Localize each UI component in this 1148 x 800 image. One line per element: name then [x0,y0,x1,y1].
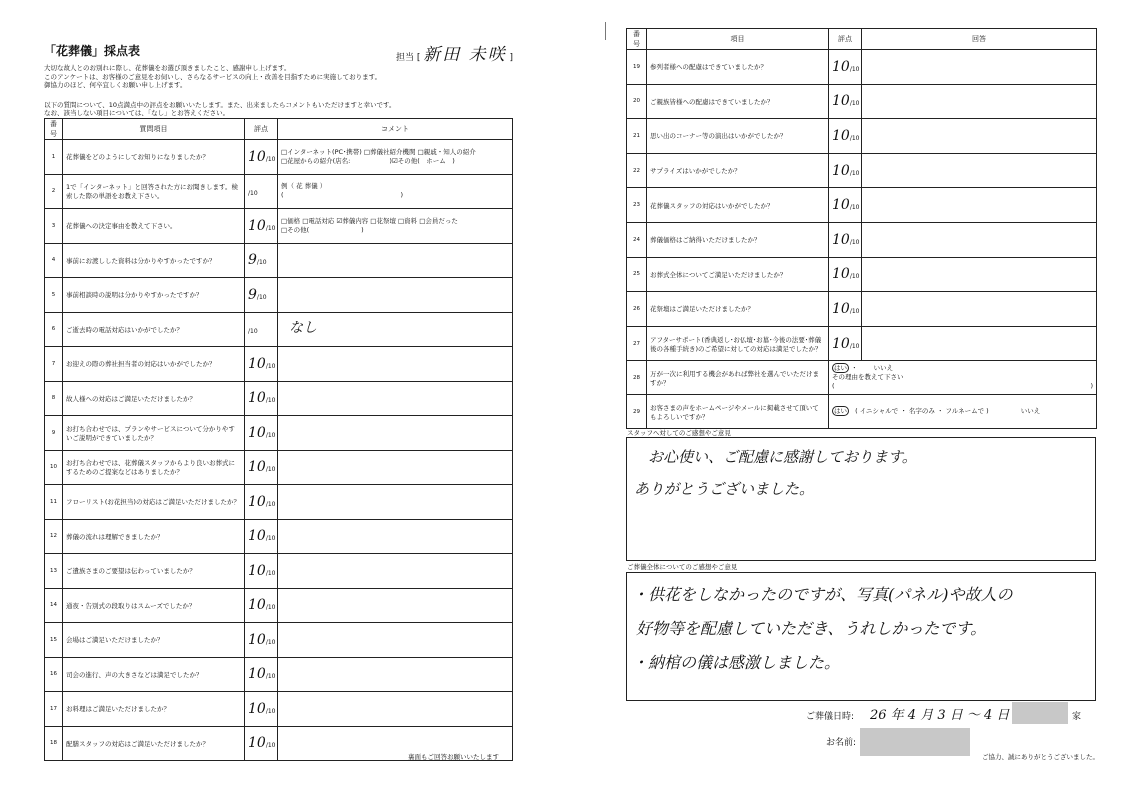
row-number: 9 [45,416,63,451]
score-denominator: /10 [849,169,860,177]
row-score-cell[interactable] [245,209,278,244]
row-score-cell[interactable] [829,292,862,327]
table-row [45,347,513,382]
staff-feedback-line: ありがとうございました。 [634,480,815,498]
comment-line: □花屋からの紹介(店名: )☑その他( ホーム ) [281,156,455,165]
intro-line: 御協力のほど、何卒宜しくお願い申し上げます。 [44,81,187,90]
comment-line: □価格 □電話対応 ☑葬儀内容 □花祭壇 □資料 □会員だった [281,216,458,225]
table-row [45,554,513,589]
row-comment[interactable] [278,278,513,313]
intro-line: このアンケートは、お客様のご意見をお伺いし、さらなるサービスの向上・改善を目指すために実施しております。 [44,72,382,81]
row-question: 会場はご満足いただけましたか？ [63,623,245,658]
row-answer[interactable] [862,50,1097,85]
staff-label: 担当 [ [396,53,421,63]
score-value: 10 [832,266,850,283]
row-comment[interactable] [278,243,513,278]
table-row [45,692,513,727]
score-value: 10 [248,493,266,510]
row-score-cell[interactable] [245,278,278,313]
comment-line: □その他( ) [281,225,364,234]
row-score-cell[interactable] [829,153,862,188]
instruction-line: なお、該当しない項目については、「なし」とお答えください。 [44,109,230,118]
thanks-text: ご協力、誠にありがとうございました。 [982,753,1099,761]
score-value: 10 [248,528,266,545]
row-answer[interactable] [862,292,1097,327]
table-row [627,361,1097,395]
row-comment[interactable] [278,519,513,554]
row-number: 18 [45,726,63,761]
score-denominator: /10 [265,742,276,750]
table-row [45,657,513,692]
score-value: 10 [832,58,850,75]
row-number: 6 [45,312,63,347]
row-comment[interactable] [278,416,513,451]
row-comment[interactable] [278,312,513,347]
table-row [45,588,513,623]
overall-feedback-label: ご葬儀全体についてのご感想やご意見 [627,563,738,571]
score-denominator: /10 [265,397,276,405]
header-comment: コメント [278,119,513,140]
row-number: 20 [627,84,647,119]
score-denominator: /10 [265,224,276,232]
score-denominator: /10 [265,466,276,474]
row-question: 葬儀価格はご納得いただけましたか？ [647,222,829,257]
score-denominator: /10 [849,238,860,246]
row-score-cell[interactable] [829,222,862,257]
row-comment[interactable] [278,657,513,692]
table-row [45,278,513,313]
header-question: 質問項目 [63,119,245,140]
score-value: 10 [832,335,850,352]
table-row [45,312,513,347]
row-number: 10 [45,450,63,485]
row-answer[interactable] [862,257,1097,292]
score-value: 10 [248,597,266,614]
option-no[interactable]: いいえ [1020,407,1041,416]
table-row [45,209,513,244]
staff-in-charge [396,40,513,65]
row-question: お料理はご満足いただけましたか？ [63,692,245,727]
row-number: 11 [45,485,63,520]
staff-name: 新田 未咲 [423,45,507,65]
form-title: 「花葬儀」採点表 [44,44,141,58]
row-comment[interactable] [278,554,513,589]
row-answer[interactable] [862,222,1097,257]
row-comment[interactable] [278,209,513,244]
option-separator: ・ [851,364,858,373]
row-question: お打ち合わせでは、プランやサービスについて分かりやすいご説明ができていましたか？ [63,416,245,451]
score-value: 10 [832,127,850,144]
row-question: アフターサポート(香典返し･お仏壇･お墓･今後の法要･葬儀後の各種手続き)のご希望に対しての対応は満足でしたか？ [647,326,829,361]
row-score-cell[interactable] [829,326,862,361]
scan-artifact [605,22,606,40]
row-comment[interactable] [278,692,513,727]
row-score-cell[interactable] [245,588,278,623]
row-score-cell[interactable] [829,119,862,154]
score-value: 10 [832,93,850,110]
row-answer[interactable] [862,84,1097,119]
row28-answer [829,361,1097,395]
redacted-name [860,728,970,756]
header-answer: 回答 [862,29,1097,50]
reason-label: その理由を教えて下さい [832,373,904,382]
option-detail: ( イニシャルで ・ 名字のみ ・ フルネームで ) [855,407,989,416]
header-num: 番号 [45,119,63,140]
score-value: 9 [248,286,257,303]
header-score: 評点 [829,29,862,50]
intro-text [44,64,514,90]
row-score-cell[interactable] [245,140,278,175]
row-score-cell[interactable] [829,188,862,223]
score-denominator: /10 [265,431,276,439]
row-number: 16 [45,657,63,692]
row-comment[interactable] [278,623,513,658]
score-value: 10 [248,666,266,683]
row-question: お迎えの際の葬社担当者の対応はいかがでしたか？ [63,347,245,382]
table-row [627,50,1097,85]
funeral-date-value: 26 年 4 月 3 日 ～ 4 日 [870,708,1010,723]
row-question: お客さまの声をホームページやメールに掲載させて頂いてもよろしいですか？ [647,395,829,429]
row-score-cell[interactable] [829,257,862,292]
score-value: 10 [832,162,850,179]
row-question: 花葬儀をどのようにしてお知りになりましたか？ [63,140,245,175]
row-comment[interactable] [278,381,513,416]
row-question: 思い出のコーナー等の演出はいかがでしたか？ [647,119,829,154]
family-suffix: 家 [1072,712,1082,722]
row-number: 29 [627,395,647,429]
row-number: 13 [45,554,63,589]
row-number: 15 [45,623,63,658]
score-value: 10 [832,300,850,317]
overall-feedback-line: ・納棺の儀は感激しました。 [632,653,841,672]
table-row [45,174,513,209]
row-question: フローリスト(お花担当)の対応はご満足いただけましたか？ [63,485,245,520]
table-row [627,222,1097,257]
row-number: 2 [45,174,63,209]
row-number: 5 [45,278,63,313]
table-row [627,153,1097,188]
table-row [627,326,1097,361]
score-value: 10 [248,562,266,579]
row-score-cell[interactable] [245,726,278,761]
score-value: 10 [248,424,266,441]
funeral-date-label: ご葬儀日時: [806,712,855,722]
table-row [627,292,1097,327]
row-comment[interactable] [278,174,513,209]
row-number: 26 [627,292,647,327]
row-number: 25 [627,257,647,292]
staff-bracket: ] [509,53,514,63]
table-row [45,450,513,485]
score-value: 9 [248,252,257,269]
table-row [45,519,513,554]
table-row [627,257,1097,292]
comment-line: 例（ 花 葬儀 ） [281,182,327,191]
row-question: 事前にお渡しした資料は分かりやすかったですか？ [63,243,245,278]
row-score-cell[interactable] [245,554,278,589]
score-value: 10 [248,148,266,165]
row-number: 22 [627,153,647,188]
row-number: 21 [627,119,647,154]
row-question: お打ち合わせでは、花葬儀スタッフからより良いお葬式にするためのご提案などはありましたか？ [63,450,245,485]
row-question: 参列者様への配慮はできていましたか？ [647,50,829,85]
row-number: 19 [627,50,647,85]
row-comment[interactable] [278,140,513,175]
score-denominator: /10 [265,362,276,370]
score-value: 10 [248,631,266,648]
row-question: ご逝去時の電話対応はいかがでしたか？ [63,312,245,347]
row-answer[interactable] [862,326,1097,361]
score-denominator: /10 [265,604,276,612]
row-number: 23 [627,188,647,223]
score-denominator: /10 [248,328,258,336]
score-denominator: /10 [265,638,276,646]
score-value: 10 [248,390,266,407]
score-denominator: /10 [248,190,258,198]
score-denominator: /10 [265,707,276,715]
table-row [627,119,1097,154]
comment-handwritten: なし [289,319,317,336]
row-comment[interactable] [278,588,513,623]
score-denominator: /10 [256,293,267,301]
row-score-cell[interactable] [829,50,862,85]
overall-feedback-line: 好物等を配慮していただき、うれしかったです。 [636,619,987,638]
row-score-cell[interactable] [245,450,278,485]
row-number: 12 [45,519,63,554]
row-score-cell[interactable] [245,692,278,727]
paren-open: ( [832,382,835,391]
redacted-family-name [1012,702,1068,724]
row-score-cell[interactable] [245,243,278,278]
row-score-cell[interactable] [245,485,278,520]
score-denominator: /10 [849,100,860,108]
comment-line: ( ) [281,191,404,200]
row-question: ご親族皆様への配慮はできていましたか？ [647,84,829,119]
row-answer[interactable] [862,188,1097,223]
table-row [45,416,513,451]
score-denominator: /10 [265,155,276,163]
row-question: 通夜・告別式の段取りはスムーズでしたか？ [63,588,245,623]
staff-feedback-label: スタッフへ対してのご感想やご意見 [627,429,731,437]
score-value: 10 [248,355,266,372]
score-value: 10 [248,700,266,717]
row-score-cell[interactable] [245,623,278,658]
row-question: 花葬儀への決定事由を教えて下さい。 [63,209,245,244]
option-no[interactable]: いいえ [873,364,894,373]
overall-feedback-line: ・供花をしなかったのですが、写真(パネル)や故人の [632,585,1013,604]
table-row [45,381,513,416]
score-denominator: /10 [849,342,860,350]
row-score-cell[interactable] [245,347,278,382]
row-number: 1 [45,140,63,175]
table-row [45,243,513,278]
table-row [627,84,1097,119]
row-question: 1で「インターネット」と回答された方にお聞きします。検索した際の単語をお教え下さい。 [63,174,245,209]
option-yes-circled[interactable]: はい [834,407,847,416]
row-score-cell[interactable] [245,381,278,416]
score-denominator: /10 [849,204,860,212]
row-number: 8 [45,381,63,416]
row-score-cell[interactable] [245,519,278,554]
instruction-line: 以下の質問について、10点満点中の評点をお願いいたします。また、出来ましたらコメントもいただけますと幸いです。 [44,101,396,109]
row-question: 花葬儀スタッフの対応はいかがでしたか？ [647,188,829,223]
row-comment[interactable] [278,450,513,485]
table-row [627,395,1097,429]
row-number: 14 [45,588,63,623]
left-score-table [44,118,513,761]
row-comment[interactable] [278,485,513,520]
row-number: 28 [627,361,647,395]
row-answer[interactable] [862,153,1097,188]
row-question: 配膳スタッフの対応はご満足いただけましたか？ [63,726,245,761]
score-value: 10 [832,197,850,214]
row-question: ご遺族さまのご要望は伝わっていましたか？ [63,554,245,589]
score-value: 10 [248,459,266,476]
score-denominator: /10 [265,569,276,577]
header-num: 番号 [627,29,647,50]
score-value: 10 [248,735,266,752]
score-denominator: /10 [265,535,276,543]
row-question: 事前相談時の説明は分かりやすかったですか？ [63,278,245,313]
header-item: 項目 [647,29,829,50]
score-denominator: /10 [256,259,267,267]
score-denominator: /10 [849,134,860,142]
score-denominator: /10 [265,673,276,681]
table-row [627,188,1097,223]
score-value: 10 [248,217,266,234]
row-question: 花祭壇はご満足いただけましたか？ [647,292,829,327]
row-score-cell[interactable] [829,84,862,119]
table-row [45,485,513,520]
row-score-cell[interactable] [245,174,278,209]
row-number: 4 [45,243,63,278]
name-label: お名前: [826,738,857,748]
table-row [45,623,513,658]
row-number: 7 [45,347,63,382]
row-question: 万が一次に利用する機会があれば弊社を選んでいただけますか？ [647,361,829,395]
row-question: 司会の進行、声の大きさなどは満足でしたか？ [63,657,245,692]
score-value: 10 [832,231,850,248]
comment-line: □インターネット(PC･携帯) □葬儀社紹介機関 □親戚・知人の紹介 [281,147,476,156]
paren-close: ) [1090,382,1093,391]
score-denominator: /10 [849,65,860,73]
intro-line: 大切な故人とのお別れに際し、花葬儀をお選び頂きましたこと、感謝申し上げます。 [44,64,291,72]
row-question: お葬式全体についてご満足いただけましたか？ [647,257,829,292]
table-row [45,140,513,175]
score-denominator: /10 [849,307,860,315]
row-number: 3 [45,209,63,244]
row-score-cell[interactable] [245,312,278,347]
score-denominator: /10 [265,500,276,508]
row-answer[interactable] [862,119,1097,154]
row-score-cell[interactable] [245,657,278,692]
back-side-note: 裏面もご回答お願いいたします [408,753,499,761]
staff-feedback-line: お心使い、ご配慮に感謝しております。 [648,448,917,466]
header-score: 評点 [245,119,278,140]
row-score-cell[interactable] [245,416,278,451]
score-denominator: /10 [849,273,860,281]
row-number: 24 [627,222,647,257]
row-number: 27 [627,326,647,361]
row-question: サプライズはいかがでしたか？ [647,153,829,188]
instructions-text [44,101,514,117]
option-yes-circled[interactable]: はい [834,364,847,373]
right-score-table [626,28,1097,429]
row-question: 故人様への対応はご満足いただけましたか？ [63,381,245,416]
row-question: 葬儀の流れは理解できましたか？ [63,519,245,554]
row29-answer [829,395,1097,429]
row-comment[interactable] [278,347,513,382]
row-number: 17 [45,692,63,727]
